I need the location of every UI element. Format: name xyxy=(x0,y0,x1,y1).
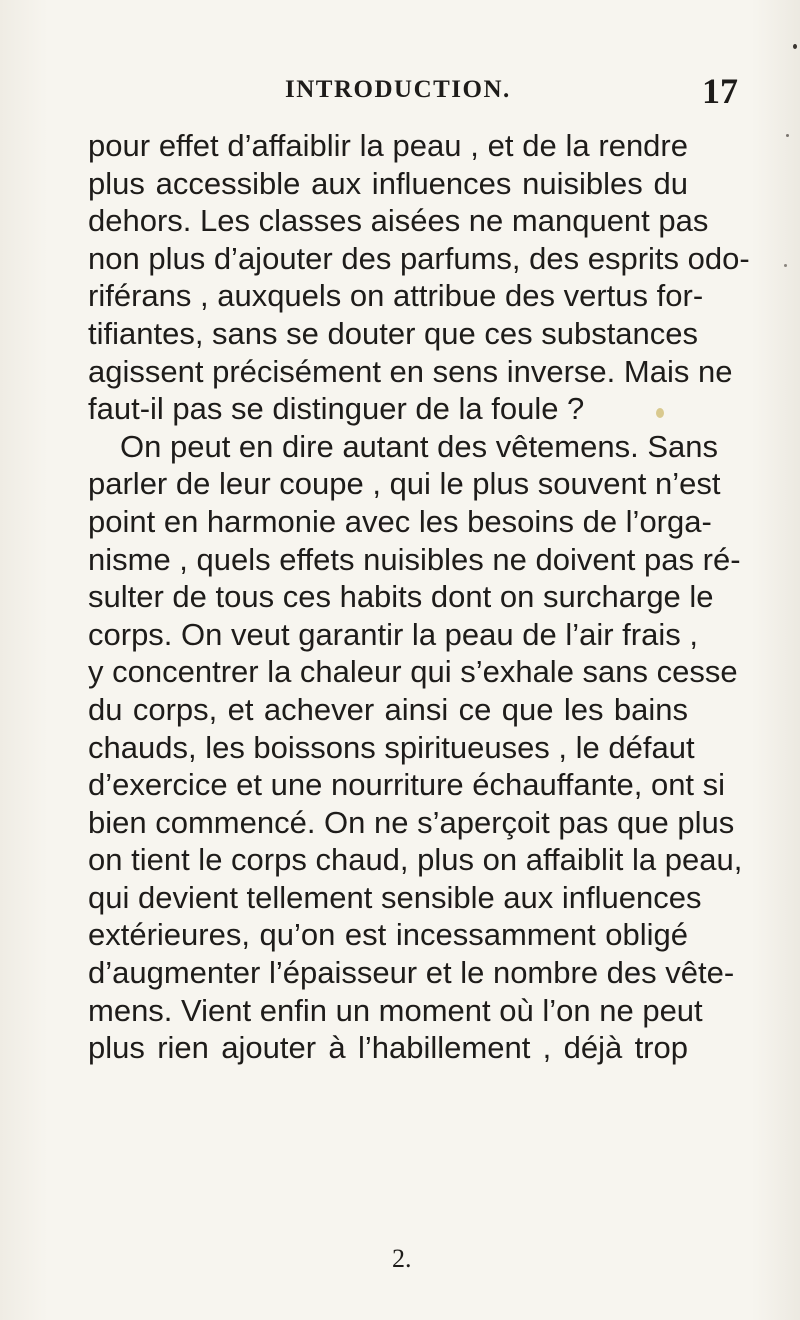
text-line: On peut en dire autant des vêtemens. Sans xyxy=(120,428,718,464)
text-line: pour effet d’affaiblir la peau , et de la rendre xyxy=(88,128,688,163)
text-line: du corps, et achever ainsi ce que les bains xyxy=(88,691,688,727)
ink-speck xyxy=(656,408,664,418)
text-line: plus accessible aux influences nuisibles du xyxy=(88,165,688,201)
text-line: mens. Vient enfin un moment où l’on ne peut xyxy=(88,992,703,1028)
ink-speck xyxy=(793,44,797,49)
text-line: d’exercice et une nourriture échauffante, ont si xyxy=(88,767,726,803)
text-line: extérieures, qu’on est incessamment obligé xyxy=(88,917,688,953)
text-line: on tient le corps chaud, plus on affaiblit la peau, xyxy=(88,842,743,878)
text-line: faut-il pas se distinguer de la foule ? xyxy=(88,391,585,427)
text-line: point en harmonie avec les besoins de l’orga- xyxy=(88,503,712,539)
page-number: 17 xyxy=(702,71,738,111)
page-header xyxy=(90,70,738,111)
text-line: parler de leur coupe , qui le plus souvent n’est xyxy=(88,466,721,502)
text-line: chauds, les boissons spiritueuses , le défaut xyxy=(88,729,695,765)
running-head: INTRODUCTION. xyxy=(285,76,511,103)
text-line: bien commencé. On ne s’aperçoit pas que plus xyxy=(88,804,735,840)
text-line: qui devient tellement sensible aux influences xyxy=(88,879,702,915)
text-line: dehors. Les classes aisées ne manquent pas xyxy=(88,203,709,239)
text-line: plus rien ajouter à l’habillement , déjà trop xyxy=(88,1030,688,1066)
text-line: agissent précisément en sens inverse. Mais ne xyxy=(88,353,733,389)
ink-speck xyxy=(784,264,787,267)
text-line: d’augmenter l’épaisseur et le nombre des vête- xyxy=(88,955,735,991)
text-line: y concentrer la chaleur qui s’exhale sans cesse xyxy=(88,654,738,690)
text-line: sulter de tous ces habits dont on surcharge le xyxy=(88,579,714,615)
text-line: corps. On veut garantir la peau de l’air frais , xyxy=(88,616,698,652)
text-line: tifiantes, sans se douter que ces substances xyxy=(88,315,699,351)
text-line: nisme , quels effets nuisibles ne doivent pas ré- xyxy=(88,541,741,577)
ink-speck xyxy=(786,134,789,137)
text-line: non plus d’ajouter des parfums, des esprits odo- xyxy=(88,240,750,276)
signature-mark: 2. xyxy=(392,1244,412,1273)
body-text xyxy=(88,127,750,1067)
text-line: riférans , auxquels on attribue des vertus for- xyxy=(88,278,704,314)
